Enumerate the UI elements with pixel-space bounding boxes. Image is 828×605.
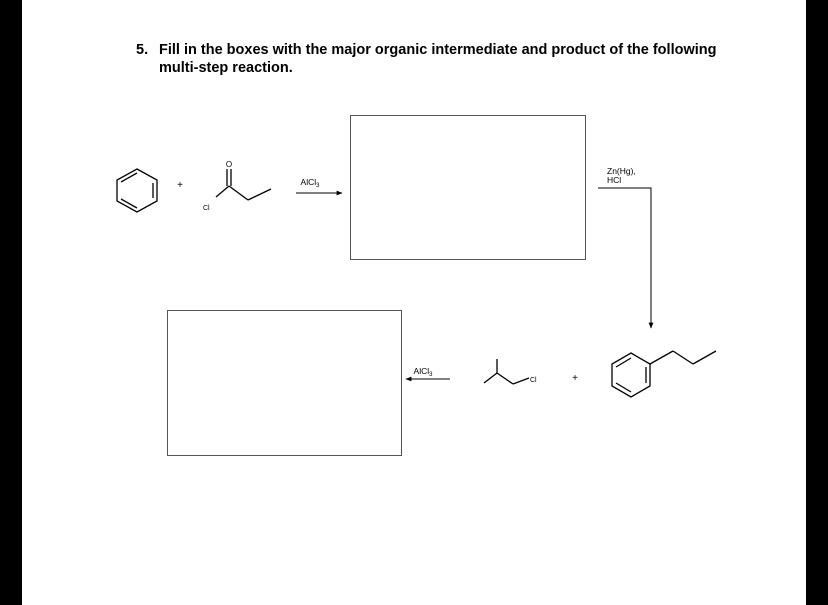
question-number: 5. (136, 42, 149, 58)
question-text: Fill in the boxes with the major organic intermediate and product of the following multi-step reaction. (159, 42, 717, 76)
alkyl-chlorine-label: Cl (530, 377, 537, 384)
propylbenzene-structure (612, 351, 716, 397)
carbonyl-oxygen-label: O (225, 160, 233, 169)
plus-sign-2: + (572, 373, 578, 384)
step2-reagent-line1: Zn(Hg), (607, 166, 636, 176)
step2-arrow (598, 188, 651, 328)
step3-reagent: AlCl$_3$ (413, 366, 433, 378)
step2-reagent-line2: HCl (607, 175, 622, 185)
plus-sign-1: + (177, 180, 183, 191)
2-chloropropane-structure (484, 359, 529, 384)
propanoyl-chloride-structure (216, 169, 271, 200)
worksheet-page (22, 0, 806, 605)
acyl-chlorine-label: Cl (203, 205, 210, 212)
benzene-structure (117, 169, 157, 212)
reaction-scheme (22, 0, 806, 605)
step1-reagent: AlCl$_3$ (300, 177, 320, 189)
